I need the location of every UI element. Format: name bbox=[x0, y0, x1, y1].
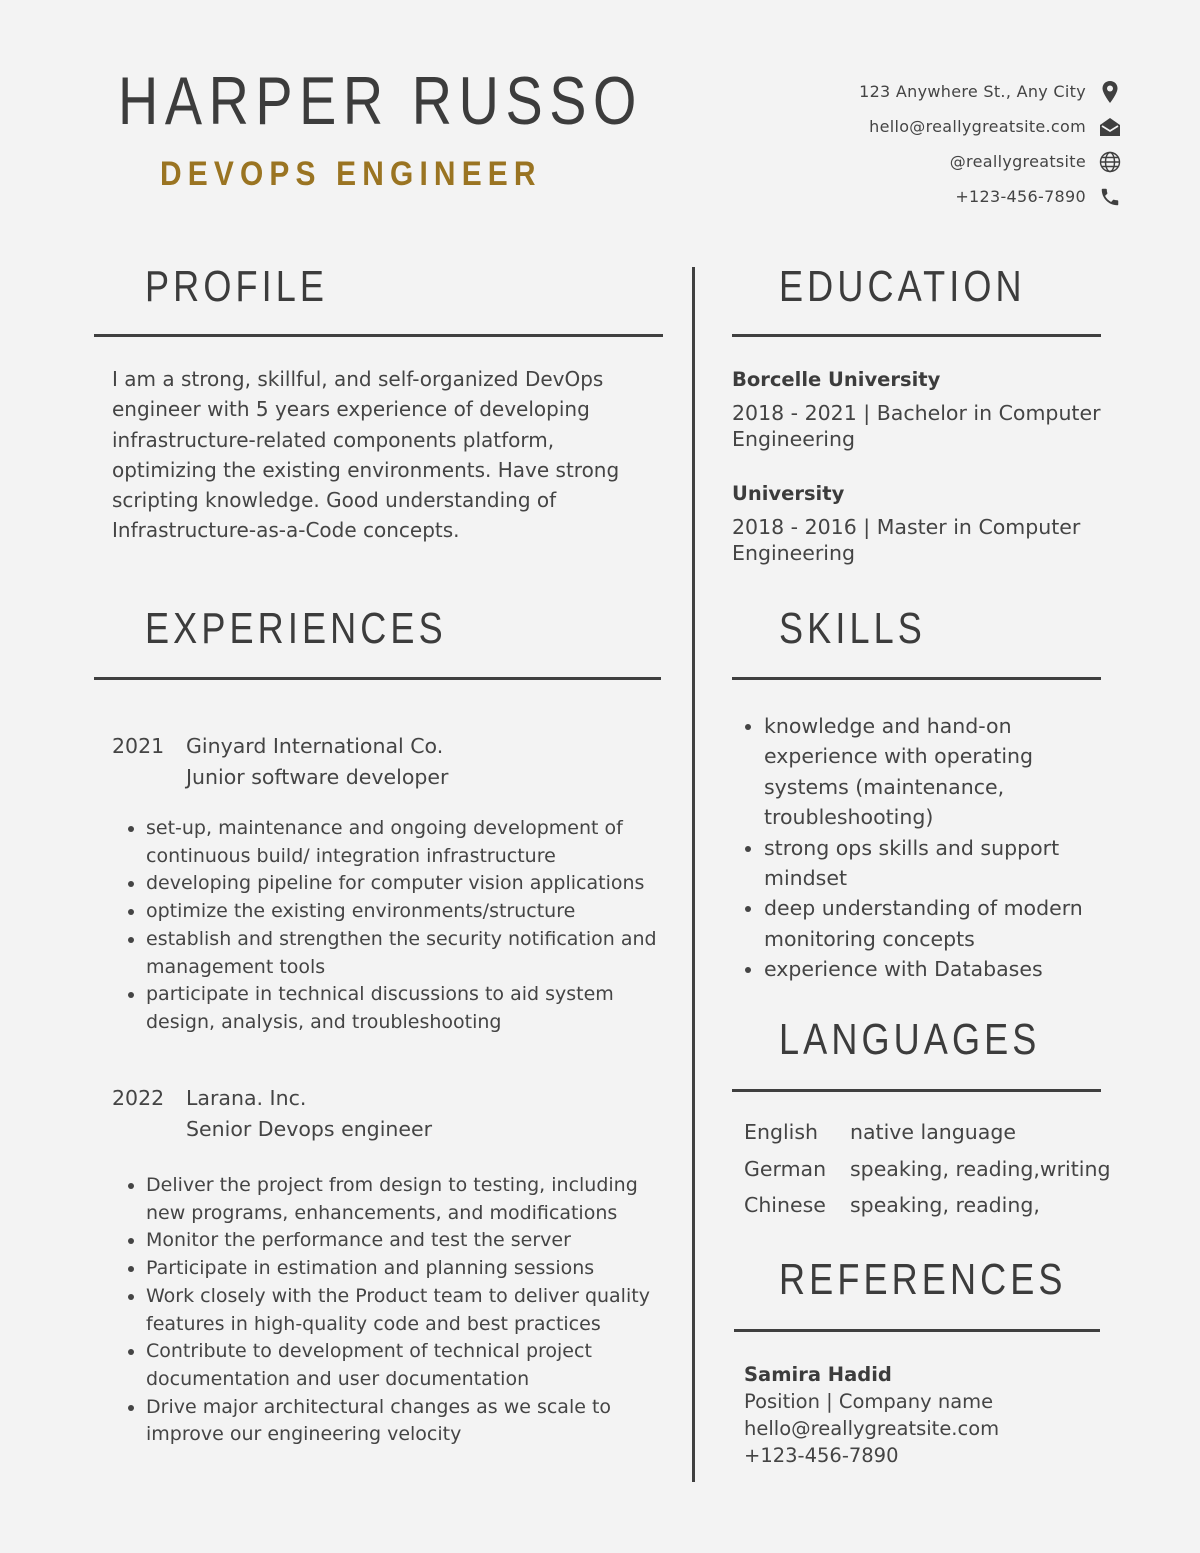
address-text: 123 Anywhere St., Any City bbox=[859, 82, 1086, 101]
list-item: • establish and strengthen the security notification and management tools bbox=[146, 926, 672, 981]
reference-phone[interactable]: +123-456-7890 bbox=[744, 1444, 899, 1467]
job-position: Junior software developer bbox=[186, 764, 449, 789]
profile-rule bbox=[94, 334, 663, 337]
contact-website bbox=[702, 144, 1122, 179]
reference-email[interactable]: hello@reallygreatsite.com bbox=[744, 1417, 1000, 1440]
list-item: • strong ops skills and support mindset bbox=[764, 833, 1124, 894]
list-item: • set-up, maintenance and ongoing development of continuous build/ integration infrastructure bbox=[146, 815, 672, 870]
skills-heading: SKILLS bbox=[779, 604, 926, 653]
job-company: Ginyard International Co. bbox=[186, 734, 444, 758]
school-name: Borcelle University bbox=[732, 368, 941, 391]
list-item: • Work closely with the Product team to deliver quality features in high-quality code and best practices bbox=[146, 1283, 672, 1338]
contact-block bbox=[702, 74, 1122, 214]
list-item: • Deliver the project from design to testing, including new programs, enhancements, and modifications bbox=[146, 1172, 672, 1227]
list-item: • optimize the existing environments/structure bbox=[146, 898, 672, 926]
list-item: • Drive major architectural changes as we scale to improve our engineering velocity bbox=[146, 1394, 672, 1449]
job-position-row bbox=[112, 762, 672, 793]
language-name: English bbox=[744, 1120, 819, 1144]
language-name: German bbox=[744, 1156, 827, 1181]
language-row bbox=[744, 1157, 1184, 1194]
location-pin-icon bbox=[1098, 80, 1122, 104]
email-text[interactable]: hello@reallygreatsite.com bbox=[869, 117, 1086, 136]
phone-icon bbox=[1098, 185, 1122, 209]
languages-heading: LANGUAGES bbox=[779, 1015, 1041, 1064]
list-item: • knowledge and hand-on experience with operating systems (maintenance, troubleshooting) bbox=[764, 711, 1124, 833]
list-item: • experience with Databases bbox=[764, 954, 1124, 984]
education-heading: EDUCATION bbox=[779, 262, 1026, 311]
job-company: Larana. Inc. bbox=[186, 1086, 307, 1110]
contact-address bbox=[702, 74, 1122, 109]
job-header bbox=[112, 731, 672, 762]
education-list bbox=[732, 368, 1132, 566]
language-row bbox=[744, 1193, 1184, 1230]
skills-list bbox=[730, 711, 1124, 985]
language-level: speaking, reading,writing bbox=[850, 1156, 1111, 1181]
globe-icon bbox=[1098, 150, 1122, 174]
skills-rule bbox=[732, 677, 1101, 680]
degree-detail: 2018 - 2016 | Master in Computer Engineering bbox=[732, 515, 1081, 565]
experiences-heading: EXPERIENCES bbox=[145, 604, 447, 653]
mail-icon bbox=[1098, 115, 1122, 139]
job-entry bbox=[112, 1083, 672, 1449]
website-text[interactable]: @reallygreatsite bbox=[949, 152, 1086, 171]
profile-text: I am a strong, skillful, and self-organized DevOps engineer with 5 years experience of developing infrastructure-related components platform, optimizing the existing environments. Have strong scripting knowledge. Good understanding of Infrastructure-as-a-Code concepts. bbox=[112, 367, 620, 543]
reference-block bbox=[744, 1361, 1144, 1469]
job-header bbox=[112, 1083, 672, 1114]
language-name: Chinese bbox=[744, 1193, 826, 1218]
references-rule bbox=[734, 1329, 1100, 1332]
reference-name: Samira Hadid bbox=[744, 1363, 892, 1386]
language-level: native language bbox=[850, 1120, 1016, 1144]
list-item: • deep understanding of modern monitoring concepts bbox=[764, 893, 1124, 954]
experiences-rule bbox=[94, 677, 661, 680]
job-position: Senior Devops engineer bbox=[186, 1116, 433, 1141]
degree-detail: 2018 - 2021 | Bachelor in Computer Engineering bbox=[732, 401, 1101, 451]
job-year: 2021 bbox=[112, 734, 165, 758]
candidate-name: HARPER RUSSO bbox=[118, 63, 643, 139]
list-item: • Participate in estimation and planning sessions bbox=[146, 1255, 672, 1283]
job-entry bbox=[112, 731, 672, 1037]
contact-email bbox=[702, 109, 1122, 144]
job-year: 2022 bbox=[112, 1086, 165, 1110]
contact-phone bbox=[702, 179, 1122, 214]
list-item: • participate in technical discussions to aid system design, analysis, and troubleshooting bbox=[146, 981, 672, 1036]
education-rule bbox=[732, 334, 1101, 337]
language-level: speaking, reading, bbox=[850, 1193, 1040, 1218]
references-heading: REFERENCES bbox=[779, 1255, 1067, 1304]
profile-heading: PROFILE bbox=[145, 262, 329, 311]
job-duties bbox=[112, 815, 672, 1037]
list-item: • Monitor the performance and test the server bbox=[146, 1227, 672, 1255]
list-item: • Contribute to development of technical project documentation and user documentation bbox=[146, 1338, 672, 1393]
job-title: DEVOPS ENGINEER bbox=[160, 155, 542, 193]
job-position-row bbox=[112, 1114, 672, 1145]
language-row bbox=[744, 1120, 1184, 1157]
column-divider bbox=[692, 267, 695, 1482]
reference-position: Position | Company name bbox=[744, 1390, 994, 1413]
school-name: University bbox=[732, 482, 845, 505]
phone-text[interactable]: +123-456-7890 bbox=[955, 187, 1086, 206]
list-item: • developing pipeline for computer vision applications bbox=[146, 870, 672, 898]
languages-list bbox=[744, 1120, 1184, 1230]
languages-rule bbox=[732, 1089, 1101, 1092]
job-duties bbox=[112, 1172, 672, 1449]
